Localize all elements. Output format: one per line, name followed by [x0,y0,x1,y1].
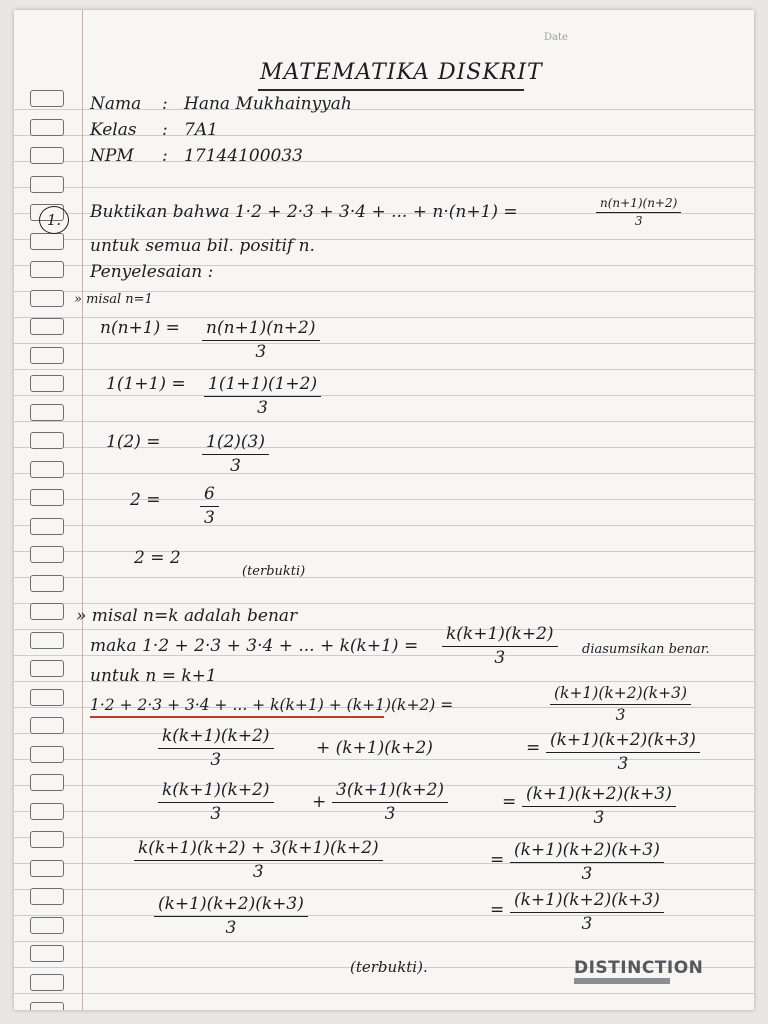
base-row-fraction [200,484,219,528]
fraction-numerator: (k+1)(k+2)(k+3) [510,840,664,863]
binding-hole [30,375,64,392]
binding-hole [30,518,64,535]
inductive-line5-rhs [510,890,664,934]
base-row-fraction [202,318,320,362]
inductive-line4-eq: = [490,850,505,870]
binding-hole [30,888,64,905]
problem-number: 1. [39,206,69,234]
binding-hole [30,917,64,934]
fraction-denominator: 3 [581,864,593,884]
problem-fraction [596,196,681,228]
binding-hole [30,432,64,449]
fraction-numerator: (k+1)(k+2)(k+3) [510,890,664,913]
fraction-denominator: 3 [210,750,222,770]
red-underline [90,716,384,718]
inductive-line3-eq: = [502,792,517,812]
fraction-numerator: 3(k+1)(k+2) [332,780,448,803]
name-value: Hana Mukhainyyah [184,94,352,114]
inductive-line2-eq: = [526,738,541,758]
binding-hole [30,290,64,307]
inductive-line3-plus: + [312,792,327,812]
inductive-line5-fraction [154,894,308,938]
npm-value: 17144100033 [184,146,303,166]
binding-hole [30,546,64,563]
fraction-numerator: k(k+1)(k+2) [158,780,274,803]
inductive-intro: » misal n=k adalah benar [76,606,298,626]
fraction-denominator: 3 [255,342,267,362]
fraction-numerator: (k+1)(k+2)(k+3) [546,730,700,753]
fraction-denominator: 3 [230,456,241,476]
fraction-denominator: 3 [252,862,264,882]
inductive-untuk: untuk n = k+1 [90,666,217,686]
assumption-fraction [442,624,558,668]
assumption-note: diasumsikan benar. [582,642,710,657]
inductive-line3-fraction [158,780,274,824]
binding-hole [30,318,64,335]
binding-hole [30,803,64,820]
solution-label: Penyelesaian : [90,262,214,282]
fraction-denominator: 3 [257,398,268,418]
binding-hole [30,632,64,649]
binding-hole [30,261,64,278]
fraction-numerator: (k+1)(k+2)(k+3) [550,684,691,705]
class-label: Kelas [90,120,137,140]
class-sep: : [162,120,168,140]
binding-hole [30,945,64,962]
notebook-brand-logo: DISTINCTION [574,958,704,978]
npm-sep: : [162,146,168,166]
binding-hole [30,489,64,506]
problem-statement: Buktikan bahwa 1·2 + 2·3 + 3·4 + ... + n·(n+1) = [90,202,518,222]
inductive-line2-rhs [546,730,700,774]
base-case-intro: » misal n=1 [74,292,153,307]
inductive-line3-fraction2 [332,780,448,824]
fraction-numerator: k(k+1)(k+2) [442,624,558,647]
fraction-denominator: 3 [494,648,506,668]
binding-hole [30,119,64,136]
inductive-assumption: maka 1·2 + 2·3 + 3·4 + ... + k(k+1) = [90,636,419,656]
binding-hole [30,746,64,763]
base-row-lhs: 1(1+1) = [106,374,186,394]
fraction-numerator: k(k+1)(k+2) [158,726,274,749]
binding-hole [30,974,64,991]
base-case-note: (terbukti) [242,564,306,579]
inductive-line2-fraction [158,726,274,770]
binding-hole [30,689,64,706]
title-underline [258,89,524,91]
binding-hole [30,1002,64,1010]
binding-hole [30,575,64,592]
inductive-line4-fraction [134,838,383,882]
inductive-line3-rhs [522,784,676,828]
binding-hole [30,147,64,164]
inductive-line1-fraction [550,684,691,724]
fraction-denominator: 3 [617,754,629,774]
fraction-denominator: 3 [593,808,605,828]
brand-strip [574,978,670,984]
fraction-numerator: (k+1)(k+2)(k+3) [522,784,676,807]
binding-hole [30,176,64,193]
date-corner-label: Date [544,32,568,43]
binding-hole [30,860,64,877]
binding-hole [30,461,64,478]
base-row-lhs: 2 = [130,490,161,510]
base-row-fraction [202,432,269,476]
fraction-denominator: 3 [384,804,396,824]
base-row-lhs: n(n+1) = [100,318,180,338]
conclusion-note: (terbukti). [350,958,428,976]
base-case-final: 2 = 2 [134,548,181,568]
fraction-numerator: 6 [200,484,219,507]
inductive-line4-rhs [510,840,664,884]
binding-hole [30,774,64,791]
binding-hole [30,603,64,620]
inductive-line1-lhs: 1·2 + 2·3 + 3·4 + ... + k(k+1) + (k+1)(k+2) = [90,696,454,714]
npm-label: NPM [90,146,134,166]
fraction-denominator: 3 [204,508,215,528]
fraction-denominator: 3 [634,214,643,228]
fraction-numerator: n(n+1)(n+2) [596,196,681,213]
fraction-numerator: 1(2)(3) [202,432,269,455]
fraction-numerator: (k+1)(k+2)(k+3) [154,894,308,917]
binding-hole [30,831,64,848]
binding-hole [30,90,64,107]
binding-hole [30,404,64,421]
fraction-denominator: 3 [581,914,593,934]
binding-hole [30,233,64,250]
inductive-line5-eq: = [490,900,505,920]
fraction-denominator: 3 [225,918,237,938]
fraction-numerator: k(k+1)(k+2) + 3(k+1)(k+2) [134,838,383,861]
page-title: MATEMATIKA DISKRIT [260,60,543,85]
binding-hole [30,347,64,364]
fraction-numerator: n(n+1)(n+2) [202,318,320,341]
fraction-denominator: 3 [615,706,626,724]
inductive-line2-mid: + (k+1)(k+2) [316,738,433,758]
name-label: Nama [90,94,142,114]
base-row-fraction [204,374,321,418]
class-value: 7A1 [184,120,218,140]
name-sep: : [162,94,168,114]
binding-hole [30,660,64,677]
base-row-lhs: 1(2) = [106,432,161,452]
binding-hole [30,717,64,734]
margin-line [82,10,83,1010]
fraction-denominator: 3 [210,804,222,824]
fraction-numerator: 1(1+1)(1+2) [204,374,321,397]
problem-statement-line2: untuk semua bil. positif n. [90,236,315,256]
notebook-page [14,10,754,1010]
